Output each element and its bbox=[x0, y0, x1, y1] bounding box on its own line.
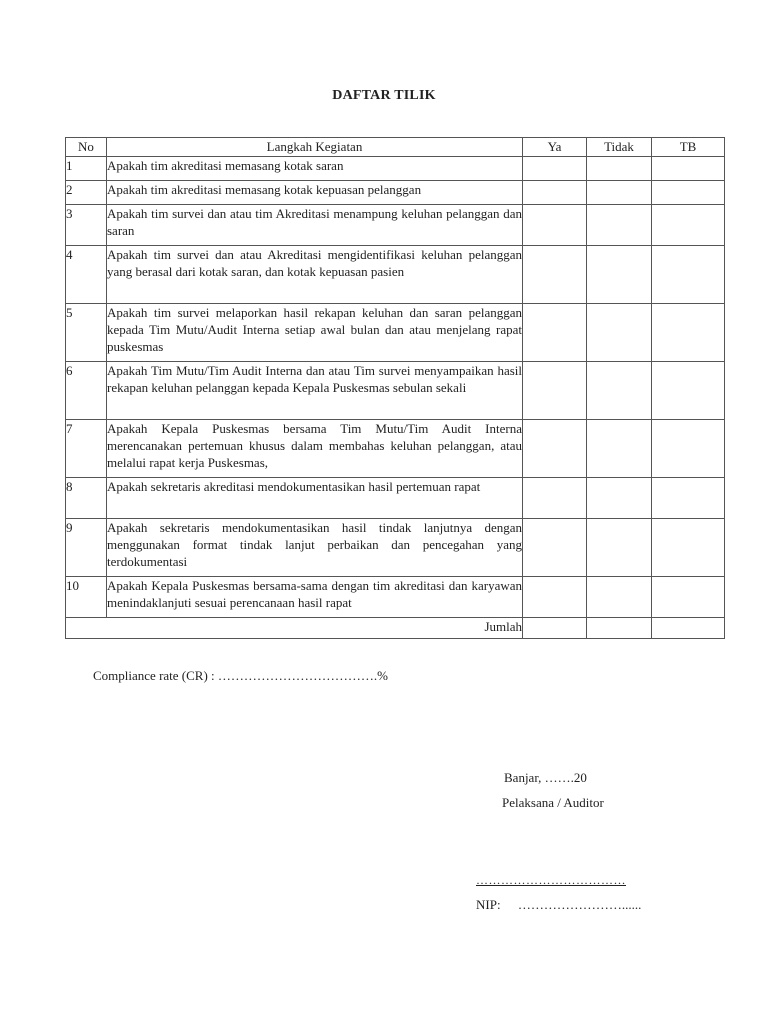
yes-check-cell[interactable] bbox=[523, 478, 587, 519]
row-step-text: Apakah tim survei dan atau Akreditasi mengidentifikasi keluhan pelanggan yang berasal dari kotak saran, dan kotak kepuasan pasien bbox=[107, 246, 523, 304]
no-check-cell[interactable] bbox=[587, 246, 652, 304]
tb-check-cell[interactable] bbox=[652, 577, 725, 618]
no-check-cell[interactable] bbox=[587, 577, 652, 618]
yes-check-cell[interactable] bbox=[523, 157, 587, 181]
row-step-text: Apakah tim akreditasi memasang kotak kepuasan pelanggan bbox=[107, 181, 523, 205]
yes-check-cell[interactable] bbox=[523, 205, 587, 246]
tb-check-cell[interactable] bbox=[652, 478, 725, 519]
row-step-text: Apakah tim survei melaporkan hasil rekapan keluhan dan saran pelanggan kepada Tim Mutu/Audit Interna setiap awal bulan dan atau menjelang rapat puskesmas bbox=[107, 304, 523, 362]
header-no: No bbox=[66, 138, 107, 157]
no-check-cell[interactable] bbox=[587, 420, 652, 478]
tb-check-cell[interactable] bbox=[652, 420, 725, 478]
yes-check-cell[interactable] bbox=[523, 362, 587, 420]
table-row bbox=[66, 519, 725, 577]
no-check-cell[interactable] bbox=[587, 157, 652, 181]
yes-check-cell[interactable] bbox=[523, 519, 587, 577]
total-label: Jumlah bbox=[66, 618, 523, 639]
yes-check-cell[interactable] bbox=[523, 181, 587, 205]
row-number: 8 bbox=[66, 478, 107, 519]
row-step-text: Apakah sekretaris akreditasi mendokumentasikan hasil pertemuan rapat bbox=[107, 478, 523, 519]
table-header-row bbox=[66, 138, 725, 157]
nip-label: NIP: bbox=[476, 897, 501, 912]
row-number: 9 bbox=[66, 519, 107, 577]
header-no-answer: Tidak bbox=[587, 138, 652, 157]
header-yes: Ya bbox=[523, 138, 587, 157]
nip-value: ……………………...... bbox=[517, 897, 642, 912]
no-total-cell[interactable] bbox=[587, 618, 652, 639]
tb-check-cell[interactable] bbox=[652, 519, 725, 577]
signature-name-line: ……………………………… bbox=[476, 873, 626, 887]
row-number: 4 bbox=[66, 246, 107, 304]
tb-check-cell[interactable] bbox=[652, 205, 725, 246]
row-step-text: Apakah tim akreditasi memasang kotak saran bbox=[107, 157, 523, 181]
row-number: 3 bbox=[66, 205, 107, 246]
no-check-cell[interactable] bbox=[587, 519, 652, 577]
nip-line bbox=[476, 897, 641, 913]
table-total-row bbox=[66, 618, 725, 639]
row-step-text: Apakah sekretaris mendokumentasikan hasil tindak lanjutnya dengan menggunakan format tindak lanjut perbaikan dan pencegahan yang terdokumentasi bbox=[107, 519, 523, 577]
place-date: Banjar, …….20 bbox=[504, 770, 587, 785]
yes-total-cell[interactable] bbox=[523, 618, 587, 639]
table-row bbox=[66, 157, 725, 181]
row-step-text: Apakah Kepala Puskesmas bersama-sama dengan tim akreditasi dan karyawan menindaklanjuti sesuai perencanaan hasil rapat bbox=[107, 577, 523, 618]
table-row bbox=[66, 304, 725, 362]
tb-check-cell[interactable] bbox=[652, 304, 725, 362]
row-number: 6 bbox=[66, 362, 107, 420]
compliance-rate-line: Compliance rate (CR) : ……………………………….% bbox=[93, 668, 388, 683]
header-step: Langkah Kegiatan bbox=[107, 138, 523, 157]
table-row bbox=[66, 246, 725, 304]
tb-check-cell[interactable] bbox=[652, 362, 725, 420]
row-number: 10 bbox=[66, 577, 107, 618]
document-title: DAFTAR TILIK bbox=[332, 88, 436, 103]
tb-check-cell[interactable] bbox=[652, 157, 725, 181]
no-check-cell[interactable] bbox=[587, 304, 652, 362]
row-number: 5 bbox=[66, 304, 107, 362]
row-number: 1 bbox=[66, 157, 107, 181]
table-row bbox=[66, 420, 725, 478]
yes-check-cell[interactable] bbox=[523, 246, 587, 304]
row-step-text: Apakah Tim Mutu/Tim Audit Interna dan atau Tim survei menyampaikan hasil rekapan keluhan pelanggan kepada Kepala Puskesmas sebulan sekali bbox=[107, 362, 523, 420]
no-check-cell[interactable] bbox=[587, 478, 652, 519]
header-tb: TB bbox=[652, 138, 725, 157]
table-row bbox=[66, 205, 725, 246]
row-number: 7 bbox=[66, 420, 107, 478]
row-number: 2 bbox=[66, 181, 107, 205]
no-check-cell[interactable] bbox=[587, 362, 652, 420]
yes-check-cell[interactable] bbox=[523, 304, 587, 362]
row-step-text: Apakah Kepala Puskesmas bersama Tim Mutu/Tim Audit Interna merencanakan pertemuan khusus dalam membahas keluhan pelanggan, atau melalui rapat kerja Puskesmas, bbox=[107, 420, 523, 478]
no-check-cell[interactable] bbox=[587, 181, 652, 205]
executor-role: Pelaksana / Auditor bbox=[502, 795, 604, 810]
yes-check-cell[interactable] bbox=[523, 420, 587, 478]
checklist-table bbox=[65, 137, 725, 639]
tb-check-cell[interactable] bbox=[652, 246, 725, 304]
table-row bbox=[66, 362, 725, 420]
yes-check-cell[interactable] bbox=[523, 577, 587, 618]
row-step-text: Apakah tim survei dan atau tim Akreditasi menampung keluhan pelanggan dan saran bbox=[107, 205, 523, 246]
table-row bbox=[66, 577, 725, 618]
tb-check-cell[interactable] bbox=[652, 181, 725, 205]
tb-total-cell[interactable] bbox=[652, 618, 725, 639]
no-check-cell[interactable] bbox=[587, 205, 652, 246]
table-row bbox=[66, 478, 725, 519]
table-row bbox=[66, 181, 725, 205]
